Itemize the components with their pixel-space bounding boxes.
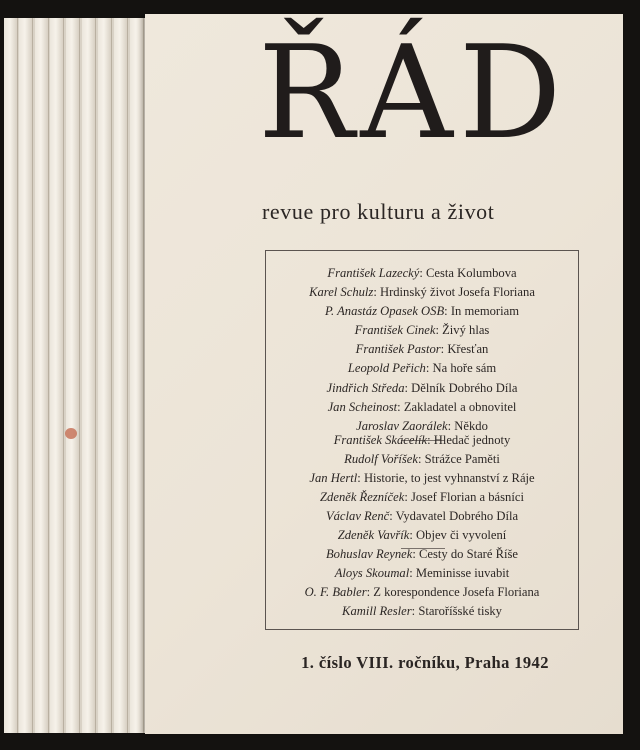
contents-entry: František Lazecký: Cesta Kolumbova bbox=[327, 266, 517, 280]
entry-author: František Lazecký bbox=[327, 266, 420, 280]
entry-title: Strážce Paměti bbox=[424, 452, 500, 467]
entry-title: Na hoře sám bbox=[432, 361, 497, 376]
entry-title: Hrdinský život Josefa Floriana bbox=[379, 285, 535, 300]
paper-stain bbox=[65, 428, 77, 439]
entry-title: Někdo bbox=[454, 418, 488, 433]
issue-edge bbox=[66, 18, 80, 733]
entry-title: Staroříšské tisky bbox=[418, 604, 502, 619]
entry-title: Josef Florian a básníci bbox=[410, 490, 524, 505]
entry-author: Leopold Peřich bbox=[347, 361, 426, 376]
magazine-subtitle: revue pro kulturu a život bbox=[262, 199, 495, 224]
issue-edge bbox=[82, 18, 96, 733]
entry-author: Aloys Skoumal bbox=[334, 566, 410, 581]
entry-author: Jan Hertl bbox=[309, 471, 358, 486]
contents-group bbox=[266, 264, 578, 436]
entry-title: Cesty do Staré Říše bbox=[419, 547, 519, 561]
contents-entry: František Cinek: Živý hlas bbox=[354, 323, 490, 338]
magazine-title: ŘÁD bbox=[258, 19, 568, 168]
contents-entry: František Skácelík: Hledač jednoty bbox=[333, 433, 511, 447]
issue-edge bbox=[4, 18, 18, 733]
issue-edge bbox=[130, 18, 144, 733]
contents-entry: Jan Scheinost: Zakladatel a obnovitel bbox=[327, 399, 517, 414]
entry-title: Živý hlas bbox=[442, 323, 490, 338]
contents-entry: O. F. Babler: Z korespondence Josefa Floriana bbox=[304, 585, 540, 600]
entry-author: František Pastor bbox=[355, 342, 441, 357]
contents-entry: Zdeněk Vavřík: Objev či vyvolení bbox=[337, 528, 507, 543]
contents-entry: Jindřich Středa: Dělník Dobrého Díla bbox=[326, 380, 518, 395]
entry-title: Vydavatel Dobrého Díla bbox=[395, 509, 519, 524]
issue-line: 1. číslo VIII. ročníku, Praha 1942 bbox=[301, 653, 549, 672]
contents-entry: Leopold Peřich: Na hoře sám bbox=[347, 361, 497, 376]
entry-title: Zakladatel a obnovitel bbox=[403, 399, 517, 414]
entry-author: František Cinek bbox=[354, 323, 436, 338]
entry-author: Jan Scheinost bbox=[327, 399, 398, 414]
entry-author: Karel Schulz bbox=[309, 285, 374, 300]
contents-entry: Bohuslav Reynek: Cesty do Staré Říše bbox=[325, 547, 519, 561]
entry-author: Kamill Resler bbox=[342, 604, 412, 619]
contents-entry: Zdeněk Řezníček: Josef Florian a básníci bbox=[320, 490, 524, 505]
contents-entry: Rudolf Voříšek: Strážce Paměti bbox=[344, 452, 500, 467]
entry-title: Dělník Dobrého Díla bbox=[411, 380, 518, 395]
table-of-contents bbox=[265, 250, 579, 630]
issue-edge bbox=[50, 18, 64, 733]
entry-author: O. F. Babler bbox=[304, 585, 367, 600]
entry-author: P. Anastáz Opasek OSB bbox=[324, 304, 445, 319]
contents-entry: Jaroslav Zaorálek: Někdo bbox=[356, 418, 488, 433]
contents-entry: Karel Schulz: Hrdinský život Josefa Floriana bbox=[309, 285, 535, 300]
entry-title: Historie, to jest vyhnanství z Ráje bbox=[363, 471, 535, 486]
contents-entry: Aloys Skoumal: Meminisse iuvabit bbox=[334, 566, 510, 581]
entry-author: Zdeněk Vavřík bbox=[337, 528, 410, 543]
entry-author: Jaroslav Zaorálek bbox=[356, 418, 448, 433]
contents-entry: Kamill Resler: Staroříšské tisky bbox=[342, 604, 502, 619]
entry-title: Objev či vyvolení bbox=[416, 528, 507, 543]
entry-author: Zdeněk Řezníček bbox=[320, 490, 405, 505]
contents-group bbox=[266, 431, 578, 546]
entry-author: Bohuslav Reynek bbox=[325, 547, 413, 561]
entry-author: Jindřich Středa bbox=[326, 380, 405, 395]
stacked-issues bbox=[4, 18, 154, 733]
contents-entry: František Pastor: Křesťan bbox=[355, 342, 489, 357]
entry-author: František Skácelík bbox=[333, 433, 428, 447]
contents-entry: P. Anastáz Opasek OSB: In memoriam bbox=[324, 304, 520, 319]
issue-edge bbox=[98, 18, 112, 733]
entry-title: Hledač jednoty bbox=[433, 433, 511, 447]
entry-author: Rudolf Voříšek bbox=[344, 452, 418, 467]
entry-title: Křesťan bbox=[447, 342, 489, 357]
issue-edge bbox=[35, 18, 49, 733]
issue-edge bbox=[114, 18, 128, 733]
entry-title: In memoriam bbox=[450, 304, 520, 319]
entry-title: Cesta Kolumbova bbox=[426, 266, 517, 280]
entry-title: Meminisse iuvabit bbox=[415, 566, 510, 581]
contents-entry: Jan Hertl: Historie, to jest vyhnanství z Ráje bbox=[309, 471, 535, 486]
entry-title: Z korespondence Josefa Floriana bbox=[373, 585, 540, 600]
contents-entry: Václav Renč: Vydavatel Dobrého Díla bbox=[325, 509, 519, 524]
issue-edge bbox=[19, 18, 33, 733]
entry-author: Václav Renč bbox=[325, 509, 390, 524]
contents-group bbox=[266, 545, 578, 621]
